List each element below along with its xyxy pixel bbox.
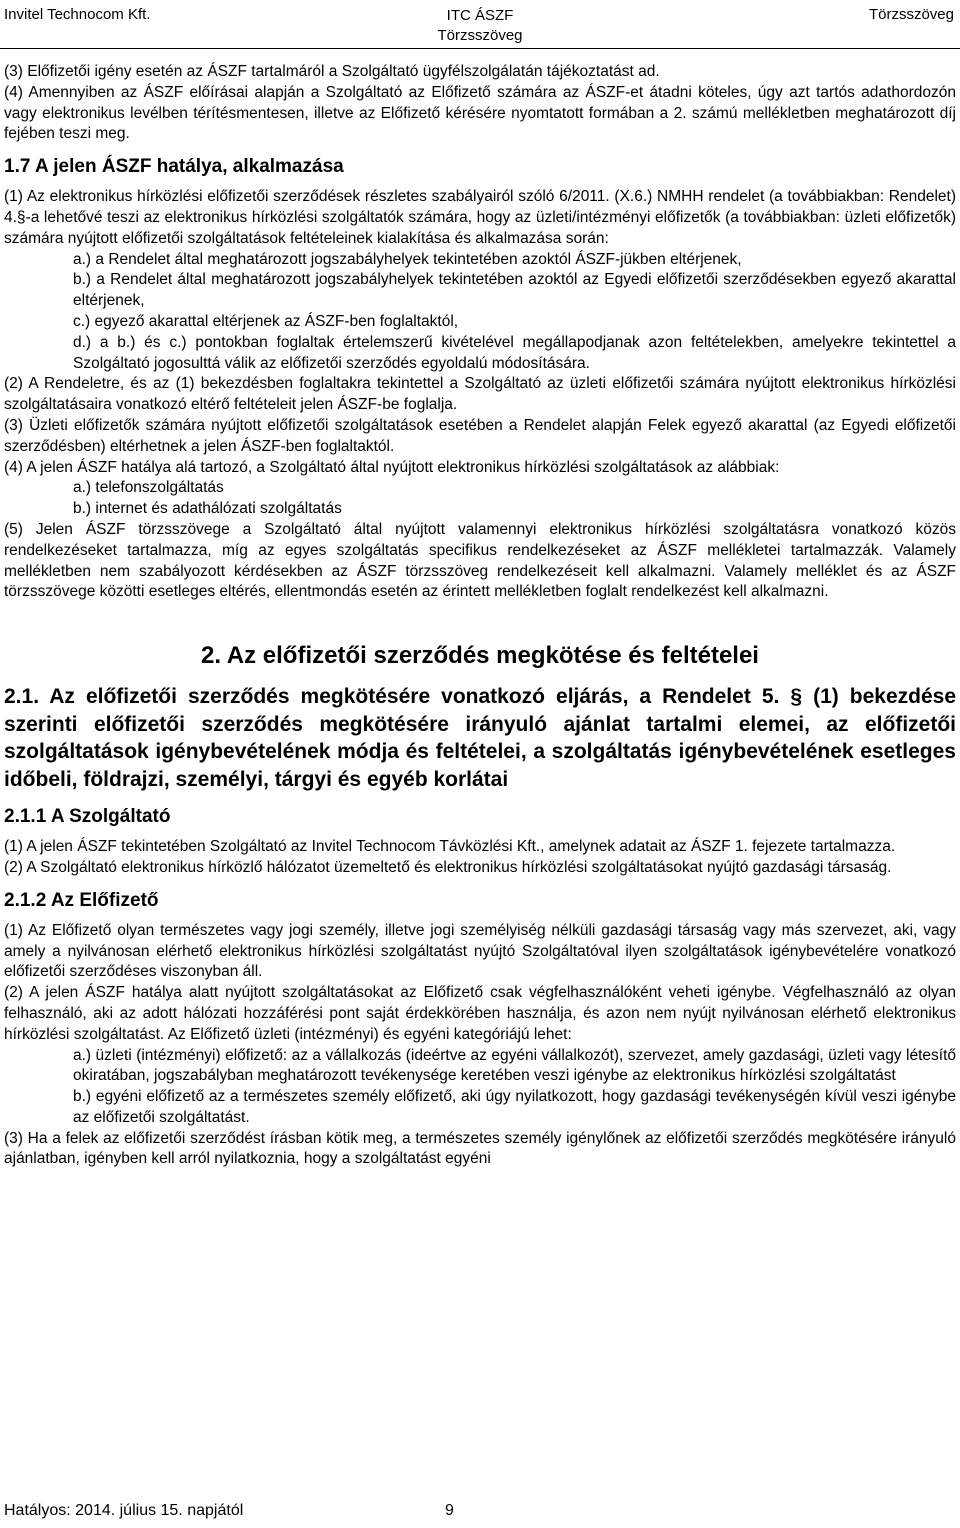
- header-divider: [0, 48, 960, 49]
- paragraph: (2) A Szolgáltató elektronikus hírközlő hálózatot üzemeltető és elektronikus hírközlési szolgáltatásokat nyújtó gazdasági társaság.: [4, 858, 892, 876]
- paragraph: (2) A jelen ÁSZF hatálya alatt nyújtott szolgáltatásokat az Előfizető csak végfelhasználóként veheti igénybe. Végfelhasználó az olyan felhasználó, aki az adott hálózati hozzáférési pont saját érdekkörében használja, és azon nem nyújt nyilvánosan elérhető elektronikus hírközlési szolgáltatást. Az Előfizető üzleti (intézményi) és egyéni kategóriájú lehet:: [4, 984, 956, 1043]
- paragraph: (2) A Rendeletre, és az (1) bekezdésben foglaltakra tekintettel a Szolgáltató az üzleti előfizetői számára nyújtott elektronikus hírközlési szolgáltatásaira vonatkozó eltérő feltételeit jelen ÁSZF-be foglalja.: [4, 375, 956, 414]
- page-header: [0, 0, 960, 50]
- footer-effective-date: Hatályos: 2014. július 15. napjától: [4, 1502, 244, 1519]
- list-item: b.) egyéni előfizető az a természetes személy előfizető, aki úgy nyilatkozott, hogy gazdasági tevékenységén kívül veszi igénybe az előfizetői szolgáltatást.: [73, 1088, 956, 1126]
- paragraph: (3) Ha a felek az előfizetői szerződést írásban kötik meg, a természetes személy igénylőnek az előfizetői szerződés megkötésére irányuló ajánlatban, igényben kell arról nyilatkoznia, hogy a szolgáltatást egyéni: [4, 1129, 956, 1168]
- header-center: [0, 6, 960, 46]
- paragraph: (1) Az Előfizető olyan természetes vagy jogi személy, illetve jogi személyiség nélküli gazdasági társaság vagy más szervezet, aki, vagy amely a nyilvánosan elérhető elektronikus hírközlési szolgáltatást nyújtó Szolgáltatóval ilyen szolgáltatások igénybevételére vonatkozó előfizetői szerződéses viszonyban áll.: [4, 921, 956, 981]
- subsection-heading: 2.1.2 Az Előfizető: [4, 889, 159, 911]
- paragraph: (3) Üzleti előfizetők számára nyújtott előfizetői szolgáltatások esetében a Rendelet alapján Felek egyező akarattal (az Egyedi előfizetői szerződésben) eltérhetnek a jelen ÁSZF-ben foglaltaktól.: [4, 416, 956, 455]
- list-item: a.) üzleti (intézményi) előfizető: az a vállalkozás (ideértve az egyéni vállalkozót), szervezet, amely gazdasági, üzleti vagy létesítő okiratában, jogszabályban meghatározott tevékenysége keretében veszi igénybe az elektronikus hírközlési szolgáltatást: [73, 1046, 956, 1085]
- list-item: a.) a Rendelet által meghatározott jogszabályhelyek tekintetében azoktól ÁSZF-jükben eltérjenek,: [73, 250, 742, 268]
- paragraph: (4) A jelen ÁSZF hatálya alá tartozó, a Szolgáltató által nyújtott elektronikus hírközlési szolgáltatások az alábbiak:: [4, 458, 780, 476]
- header-company: Invitel Technocom Kft.: [4, 6, 151, 23]
- paragraph: (1) Az elektronikus hírközlési előfizetői szerződések részletes szabályairól szóló 6/2011. (X.6.) NMHH rendelet (a továbbiakban: Rendelet) 4.§-a lehetővé teszi az elektronikus hírközlési szolgáltatók számára, hogy az üzleti/intézményi előfizetők (a továbbiakban: üzleti előfizetők) számára nyújtott előfizetői szolgáltatások feltételeinek kialakítása és alkalmazása során:: [4, 188, 956, 247]
- document-body: [4, 62, 956, 1170]
- header-section: Törzsszöveg: [868, 6, 954, 23]
- subsection-heading: 2.1.1 A Szolgáltató: [4, 806, 171, 828]
- header-doc-subtitle: Törzsszöveg: [437, 27, 523, 44]
- list-item: a.) telefonszolgáltatás: [73, 479, 224, 497]
- paragraph: (3) Előfizetői igény esetén az ÁSZF tartalmáról a Szolgáltató ügyfélszolgálatán tájékoztatást ad.: [4, 63, 660, 80]
- paragraph: (4) Amennyiben az ÁSZF előírásai alapján a Szolgáltató az Előfizető számára az ÁSZF-et átadni köteles, úgy azt tartós adathordozón vagy elektronikus levélben térítésmentesen, illetve az Előfizető kérésére nyomtatott formában a 2. számú mellékletben meghatározott díj fejében teszi meg.: [4, 83, 956, 143]
- list-item: b.) internet és adathálózati szolgáltatás: [73, 500, 342, 518]
- section-heading: 2.1. Az előfizetői szerződés megkötésére vonatkozó eljárás, a Rendelet 5. § (1) bekezdése szerinti előfizetői szerződés megkötésére irányuló ajánlat tartalmi elemei, az előfizetői szolgáltatások igénybevételének módja és feltételei, a szolgáltatás igénybevételének esetleges időbeli, földrajzi, személyi, tárgyi és egyéb korlátai: [4, 685, 956, 791]
- list-item: d.) a b.) és c.) pontokban foglaltak értelemszerű kivételével megállapodjanak azon feltételekben, amelyekre tekintettel a Szolgáltató jogosulttá válik az előfizetői szerződés egyoldalú módosítására.: [73, 333, 956, 372]
- page-number: 9: [445, 1502, 454, 1519]
- paragraph: (5) Jelen ÁSZF törzsszövege a Szolgáltató által nyújtott valamennyi elektronikus hírközlési szolgáltatásra vonatkozó közös rendelkezéseket tartalmazza, míg az egyes szolgáltatás specifikus rendelkezéseket az ÁSZF mellékletei tartalmazzák. Valamely mellékletben nem szabályozott kérdésekben az ÁSZF törzsszöveg rendelkezéseit kell alkalmazni. Valamely melléklet és az ÁSZF törzsszövege közötti esetleges eltérés, ellentmondás esetén az érintett mellékletben foglalt rendelkezést kell alkalmazni.: [4, 520, 956, 601]
- list-item: c.) egyező akarattal eltérjenek az ÁSZF-ben foglaltaktól,: [73, 312, 459, 330]
- chapter-heading: 2. Az előfizetői szerződés megkötése és feltételei: [201, 642, 759, 670]
- page-footer: [4, 1502, 704, 1520]
- section-heading: 1.7 A jelen ÁSZF hatálya, alkalmazása: [4, 156, 344, 178]
- header-doc-title: ITC ÁSZF: [446, 7, 514, 24]
- list-item: b.) a Rendelet által meghatározott jogszabályhelyek tekintetében azoktól az Egyedi előfizetői szerződésekben egyező akarattal eltérjenek,: [73, 271, 956, 310]
- paragraph: (1) A jelen ÁSZF tekintetében Szolgáltató az Invitel Technocom Távközlési Kft., amelynek adatait az ÁSZF 1. fejezete tartalmazza.: [4, 838, 896, 856]
